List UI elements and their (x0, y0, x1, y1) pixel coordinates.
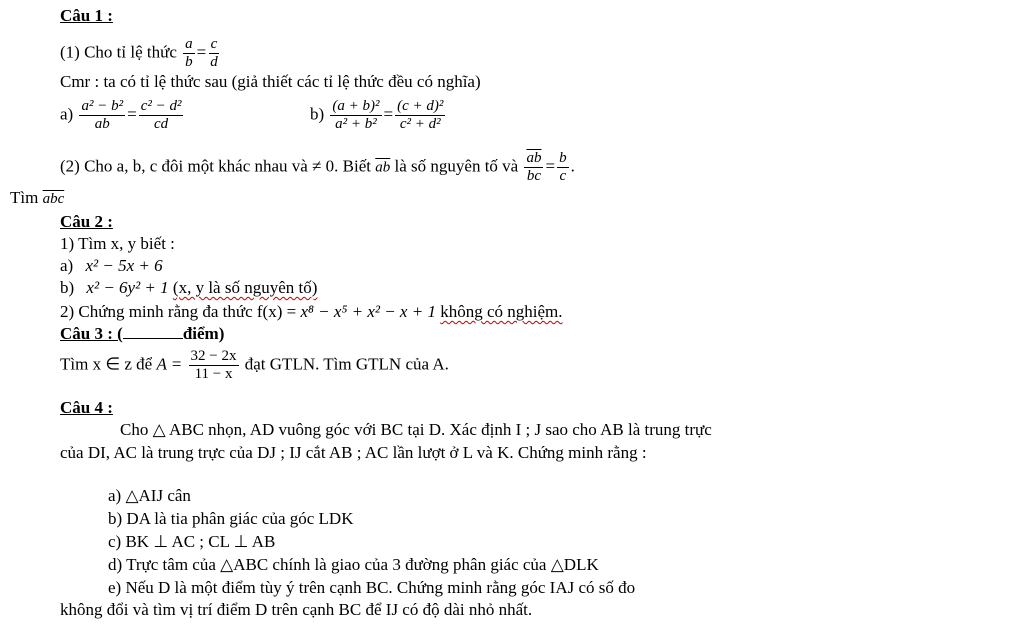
q3-title-text: Câu 3 : ( (60, 324, 123, 343)
q1-part2-mid: là số nguyên tố và (394, 156, 519, 176)
q1-item-a: a) $\frac{\text{a² − b²}}{ab}$ = $\frac{\text{c² − d²}}{cd}$ (60, 98, 182, 132)
q1-part2-text: (2) Cho a, b, c đôi một khác nhau và ≠ 0. Biết (60, 156, 372, 176)
q1-item-b: b) $\frac{\text{(a + b)²}}{\text{a² + b²}}$ = $\frac{\text{(c + d)²}}{\text{c² + d²}}$ (310, 98, 444, 132)
q1-tim-abc: $\overline{abc}$ (42, 191, 65, 207)
q1-b-frac2: $\frac{\text{(c + d)²}}{\text{c² + d²}}$ (397, 98, 444, 132)
q3-line-post: đạt GTLN. Tìm GTLN của A. (244, 354, 449, 374)
q2-line1: 1) Tìm x, y biết : (60, 234, 175, 253)
q2-item-b (60, 278, 317, 298)
q3-title-tail: điểm) (182, 324, 225, 343)
q3-frac: $\frac{32 - 2x}{11 - x}$ (190, 348, 237, 382)
q4-item-c: c) BK ⊥ AC ; CL ⊥ AB (108, 532, 276, 551)
q1-b-label: b) (310, 104, 325, 124)
q2-b-label: b) (60, 278, 75, 297)
q2-title: Câu 2 : (60, 212, 113, 231)
q4-item-a: a) △AIJ cân (108, 486, 191, 505)
q3-line (60, 348, 449, 383)
q3-line-pre: Tìm x ∈ z để (60, 354, 153, 374)
q3-title (60, 324, 224, 344)
q1-tim-label: Tìm (10, 188, 39, 207)
q1-part1-text: (1) Cho tỉ lệ thức (60, 42, 177, 62)
q1-tim (10, 188, 64, 209)
q1-part2-rfrac: $\frac{b}{c}$ (559, 150, 567, 184)
q1-a-label: a) (60, 104, 74, 124)
q1-part2: (2) Cho a, b, c đôi một khác nhau và ≠ 0. Biết $\overline{ab}$ là số nguyên tố và $\frac{\overline{ab}}{bc}$ = $\frac{b}{c}$ . (60, 150, 575, 184)
q4-title: Câu 4 : (60, 398, 113, 417)
q1-b-frac1: $\frac{\text{(a + b)²}}{\text{a² + b²}}$ (332, 98, 380, 132)
q2-line2 (60, 302, 563, 322)
q1-part1: (1) Cho tỉ lệ thức $\frac{a}{b}$ = $\frac{c}{d}$ (60, 36, 218, 70)
q2-item-a (60, 256, 163, 276)
q2-line2-expr: x⁸ − x⁵ + x² − x + 1 (300, 302, 436, 321)
q2-line2-post: không có nghiệm. (440, 302, 563, 321)
q2-b-expr: x² − 6y² + 1 (86, 278, 169, 297)
q1-part2-ab: $\overline{ab}$ (375, 159, 391, 176)
q1-a-frac1: $\frac{\text{a² − b²}}{ab}$ (81, 98, 124, 132)
q4-item-e-line1: e) Nếu D là một điểm tùy ý trên cạnh BC. Chứng minh rằng góc IAJ có số đo (108, 578, 636, 597)
q2-b-note: (x, y là số nguyên tố) (172, 278, 318, 297)
q2-a-expr: x² − 5x + 6 (85, 256, 163, 275)
q1-ratio-right: $\frac{c}{d}$ (210, 36, 218, 70)
q1-ratio-left: $\frac{a}{b}$ (185, 36, 193, 70)
q4-item-b: b) DA là tia phân giác của góc LDK (108, 509, 354, 528)
q4-paragraph: Cho △ ABC nhọn, AD vuông góc với BC tại D. Xác định I ; J sao cho AB là trung trực của DI, AC là trung trực của DJ ; IJ cắt AB ; AC lần lượt ở L và K. Chứng minh rằng : (60, 420, 712, 462)
q1-cmr: Cmr : ta có tỉ lệ thức sau (giả thiết các tỉ lệ thức đều có nghĩa) (60, 72, 481, 91)
q3-a-label: A = (156, 354, 183, 374)
q2-line2-pre: 2) Chứng minh rằng đa thức f(x) = (60, 302, 297, 321)
q4-item-d: d) Trực tâm của △ABC chính là giao của 3 đường phân giác của △DLK (108, 555, 599, 574)
q1-title: Câu 1 : (60, 6, 113, 25)
q3-points-blank (123, 324, 183, 339)
q1-part2-frac: $\frac{\overline{ab}}{bc}$ (526, 150, 542, 184)
q1-a-frac2: $\frac{\text{c² − d²}}{cd}$ (140, 98, 182, 132)
q2-a-label: a) (60, 256, 74, 275)
q4-item-e-line2: không đổi và tìm vị trí điểm D trên cạnh BC để IJ có độ dài nhỏ nhất. (60, 600, 533, 619)
